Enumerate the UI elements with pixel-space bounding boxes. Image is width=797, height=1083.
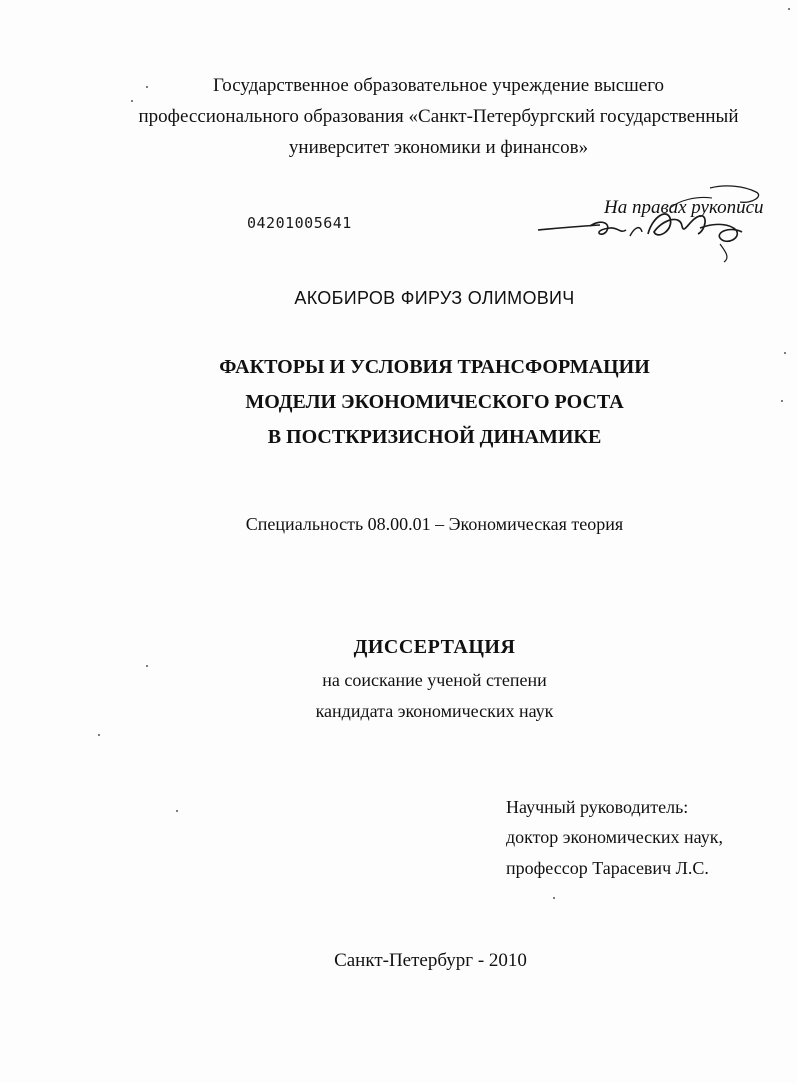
institution-line-2: профессионального образования «Санкт-Петербургский государственный bbox=[138, 106, 739, 127]
scan-speck bbox=[146, 86, 148, 88]
specialty: Специальность 08.00.01 – Экономическая теория bbox=[245, 514, 624, 534]
degree-line-2: кандидата экономических наук bbox=[315, 701, 554, 721]
title-line-2: МОДЕЛИ ЭКОНОМИЧЕСКОГО РОСТА bbox=[245, 391, 624, 413]
city-year: Санкт-Петербург - 2010 bbox=[334, 950, 527, 971]
rights-note: На правах рукописи bbox=[604, 197, 764, 218]
supervisor-name: профессор Тарасевич Л.С. bbox=[506, 858, 709, 878]
supervisor-label: Научный руководитель: bbox=[506, 797, 689, 817]
institution-line-1: Государственное образовательное учреждение высшего bbox=[212, 75, 665, 96]
scan-speck bbox=[788, 8, 790, 10]
catalog-code: 04201005641 bbox=[247, 214, 352, 232]
scan-speck bbox=[131, 100, 133, 102]
title-line-1: ФАКТОРЫ И УСЛОВИЯ ТРАНСФОРМАЦИИ bbox=[219, 356, 650, 378]
degree-line-1: на соискание ученой степени bbox=[322, 670, 547, 690]
handwritten-signature bbox=[530, 178, 780, 268]
scan-speck bbox=[784, 352, 786, 354]
scan-speck bbox=[146, 665, 148, 667]
title-line-3: В ПОСТКРИЗИСНОЙ ДИНАМИКЕ bbox=[267, 426, 602, 448]
scan-speck bbox=[98, 734, 100, 736]
institution-line-3: университет экономики и финансов» bbox=[288, 137, 589, 158]
author-name: АКОБИРОВ ФИРУЗ ОЛИМОВИЧ bbox=[294, 288, 575, 308]
supervisor-degree: доктор экономических наук, bbox=[506, 827, 723, 847]
scan-speck bbox=[553, 897, 555, 899]
scan-speck bbox=[781, 400, 783, 402]
scan-speck bbox=[176, 810, 178, 812]
document-type: ДИССЕРТАЦИЯ bbox=[353, 636, 516, 658]
